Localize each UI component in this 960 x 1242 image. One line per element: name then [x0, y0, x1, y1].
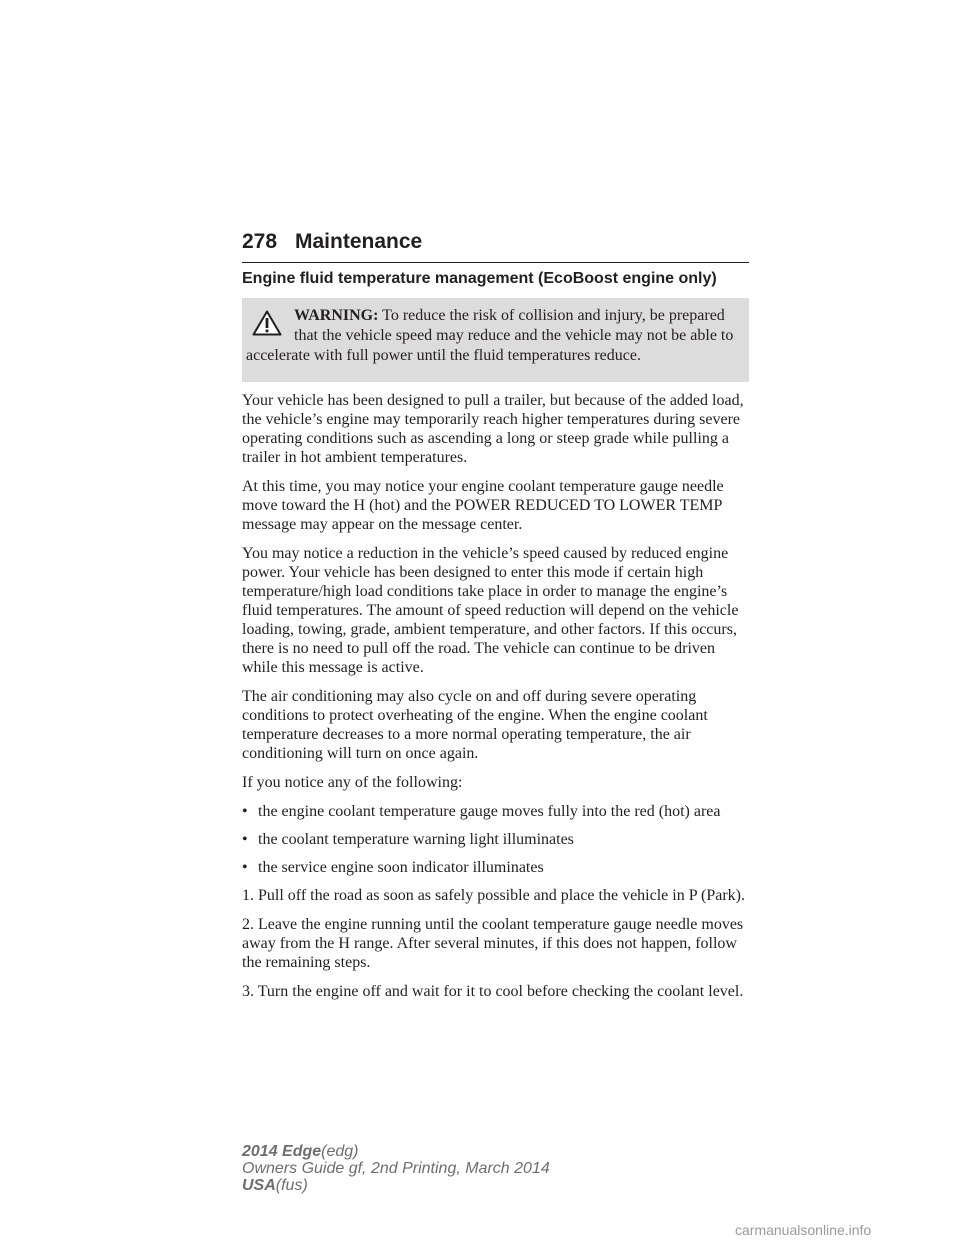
footer-line-2: Owners Guide gf, 2nd Printing, March 2014 [242, 1160, 550, 1177]
warning-box [242, 298, 749, 382]
paragraph: Your vehicle has been designed to pull a trailer, but because of the added load, the vehicle’s engine may temporarily reach higher temperatures during severe operating conditions such as ascending a long or steep grade while pulling a trailer in hot ambient temperatures. [242, 392, 744, 466]
footer-line-1 [242, 1143, 550, 1160]
list-item-text: the engine coolant temperature gauge moves fully into the red (hot) area [258, 803, 721, 820]
list-item [242, 802, 749, 821]
step: 3. Turn the engine off and wait for it to cool before checking the coolant level. [242, 983, 744, 1000]
step: 1. Pull off the road as soon as safely possible and place the vehicle in P (Park). [242, 887, 745, 904]
footer-model-code: (edg) [321, 1143, 359, 1160]
bullet: • [242, 831, 248, 848]
list-item-text: the coolant temperature warning light illuminates [258, 831, 574, 848]
page-content [242, 269, 749, 1011]
warning-triangle-icon [252, 310, 282, 336]
list-item [242, 858, 749, 877]
warning-text: To reduce the risk of collision and injury, be prepared that the vehicle speed may reduce and the vehicle may not be able to accelerate with full power until the fluid temperatures reduce. [246, 307, 734, 364]
subsection-heading: Engine fluid temperature management (EcoBoost engine only) [242, 270, 717, 287]
paragraph: If you notice any of the following: [242, 774, 463, 791]
footer-model: 2014 Edge [242, 1143, 322, 1160]
warning-label: WARNING: [294, 307, 379, 324]
paragraph: The air conditioning may also cycle on and off during severe operating conditions to protect overheating of the engine. When the engine coolant temperature decreases to a more normal operating temperature, the air conditioning will turn on once again. [242, 688, 708, 762]
watermark: carmanualsonline.info [735, 1222, 872, 1238]
bullet: • [242, 803, 248, 820]
paragraph: You may notice a reduction in the vehicle’s speed caused by reduced engine power. Your vehicle has been designed to enter this mode if certain high temperature/high load conditions take place in order to manage the engine’s fluid temperatures. The amount of speed reduction will depend on the vehicle loading, towing, grade, ambient temperature, and other factors. If this occurs, there is no need to pull off the road. The vehicle can continue to be driven while this message is active. [242, 545, 739, 676]
document-footer [242, 1143, 550, 1194]
footer-market: USA [242, 1177, 276, 1194]
list-item-text: the service engine soon indicator illuminates [258, 859, 544, 876]
footer-line-3 [242, 1177, 550, 1194]
footer-market-code: (fus) [275, 1177, 308, 1194]
page-header [242, 228, 749, 263]
paragraph: At this time, you may notice your engine coolant temperature gauge needle move toward the H (hot) and the POWER REDUCED TO LOWER TEMP message may appear on the message center. [242, 478, 724, 533]
page-number: 278 [242, 230, 278, 253]
bullet: • [242, 859, 248, 876]
step: 2. Leave the engine running until the coolant temperature gauge needle moves away from the H range. After several minutes, if this does not happen, follow the remaining steps. [242, 916, 744, 971]
section-title: Maintenance [295, 230, 423, 253]
list-item [242, 830, 749, 849]
symptom-list [242, 802, 749, 877]
